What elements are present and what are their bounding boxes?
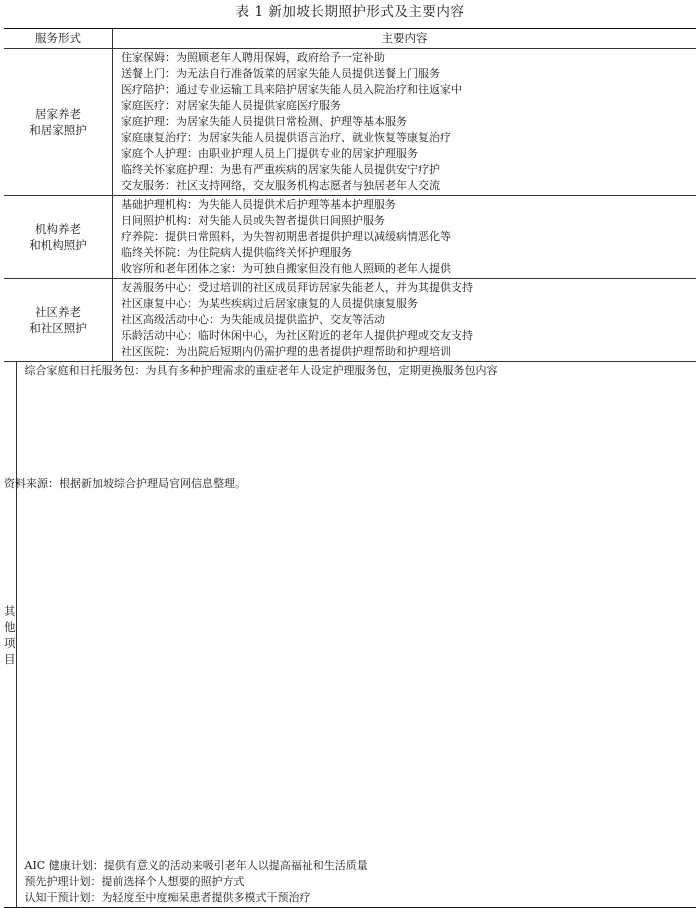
content-line: 友善服务中心：受过培训的社区成员拜访居家失能老人，并为其提供支持: [121, 280, 696, 296]
content-cell: [113, 49, 696, 195]
content-line: 基础护理机构：为失能人员提供术后护理等基本护理服务: [121, 197, 696, 213]
category-line: 和社区照护: [29, 320, 87, 336]
category-cell: [4, 196, 113, 278]
table-row-institutional-care: [4, 196, 696, 279]
content-line: 日间照护机构：对失能人员或失智者提供日间照护服务: [121, 213, 696, 229]
category-line: 和居家照护: [29, 122, 87, 138]
content-line: 家庭护理：为居家失能人员提供日常检测、护理等基本服务: [121, 114, 696, 130]
source-note: 资料来源：根据新加坡综合护理局官网信息整理。: [4, 476, 246, 492]
content-line: 临终关怀院：为住院病人提供临终关怀护理服务: [121, 245, 696, 261]
content-line: 收容所和老年团体之家：为可独自搬家但没有他人照顾的老年人提供: [121, 261, 696, 277]
header-main-content: 主要内容: [113, 29, 696, 48]
content-line: AIC 健康计划：提供有意义的活动来吸引老年人以提高福祉和生活质量: [25, 858, 700, 874]
content-cell: [113, 196, 696, 278]
care-forms-table: [4, 28, 696, 908]
category-cell: [4, 362, 17, 907]
content-line: 医疗陪护：通过专业运输工具来陪护居家失能人员入院治疗和往返家中: [121, 82, 696, 98]
content-line: 疗养院：提供日常照料，为失智初期患者提供护理以减缓病情恶化等: [121, 229, 696, 245]
category-cell: [4, 279, 113, 361]
category-line: 机构养老: [29, 221, 87, 237]
table-row-other-programs: [4, 362, 696, 907]
header-service-form: 服务形式: [4, 29, 113, 48]
category-cell: [4, 49, 113, 195]
category-line: 和机构照护: [29, 237, 87, 253]
content-line: 社区医院：为出院后短期内仍需护理的患者提供护理帮助和护理培训: [121, 344, 696, 360]
content-line: 综合家庭和日托服务包：为具有多种护理需求的重症老年人设定护理服务包，定期更换服务包内容: [25, 363, 700, 858]
table-row-community-care: [4, 279, 696, 362]
table-header-row: [4, 29, 696, 49]
category-line: 其他项目: [4, 603, 16, 667]
content-line: 临终关怀家庭护理：为患有严重疾病的居家失能人员提供安宁疗护: [121, 162, 696, 178]
content-line: 家庭康复治疗：为居家失能人员提供语言治疗、就业恢复等康复治疗: [121, 130, 696, 146]
content-cell: [17, 362, 700, 907]
content-line: 送餐上门：为无法自行准备饭菜的居家失能人员提供送餐上门服务: [121, 66, 696, 82]
content-line: 认知干预计划：为轻度至中度痴呆患者提供多模式干预治疗: [25, 890, 700, 906]
table-row-home-care: [4, 49, 696, 196]
category-line: 居家养老: [29, 106, 87, 122]
content-line: 社区康复中心：为某些疾病过后居家康复的人员提供康复服务: [121, 296, 696, 312]
content-cell: [113, 279, 696, 361]
content-line: 住家保姆：为照顾老年人聘用保姆，政府给予一定补助: [121, 50, 696, 66]
content-line: 家庭个人护理：由职业护理人员上门提供专业的居家护理服务: [121, 146, 696, 162]
table-caption: 表 1 新加坡长期照护形式及主要内容: [0, 0, 700, 24]
content-line: 社区高级活动中心：为失能成员提供监护、交友等活动: [121, 312, 696, 328]
category-line: 社区养老: [29, 304, 87, 320]
content-line: 交友服务：社区支持网络，交友服务机构志愿者与独居老年人交流: [121, 178, 696, 194]
content-line: 家庭医疗：对居家失能人员提供家庭医疗服务: [121, 98, 696, 114]
content-line: 预先护理计划：提前选择个人想要的照护方式: [25, 874, 700, 890]
content-line: 乐龄活动中心：临时休闲中心，为社区附近的老年人提供护理或交友支持: [121, 328, 696, 344]
